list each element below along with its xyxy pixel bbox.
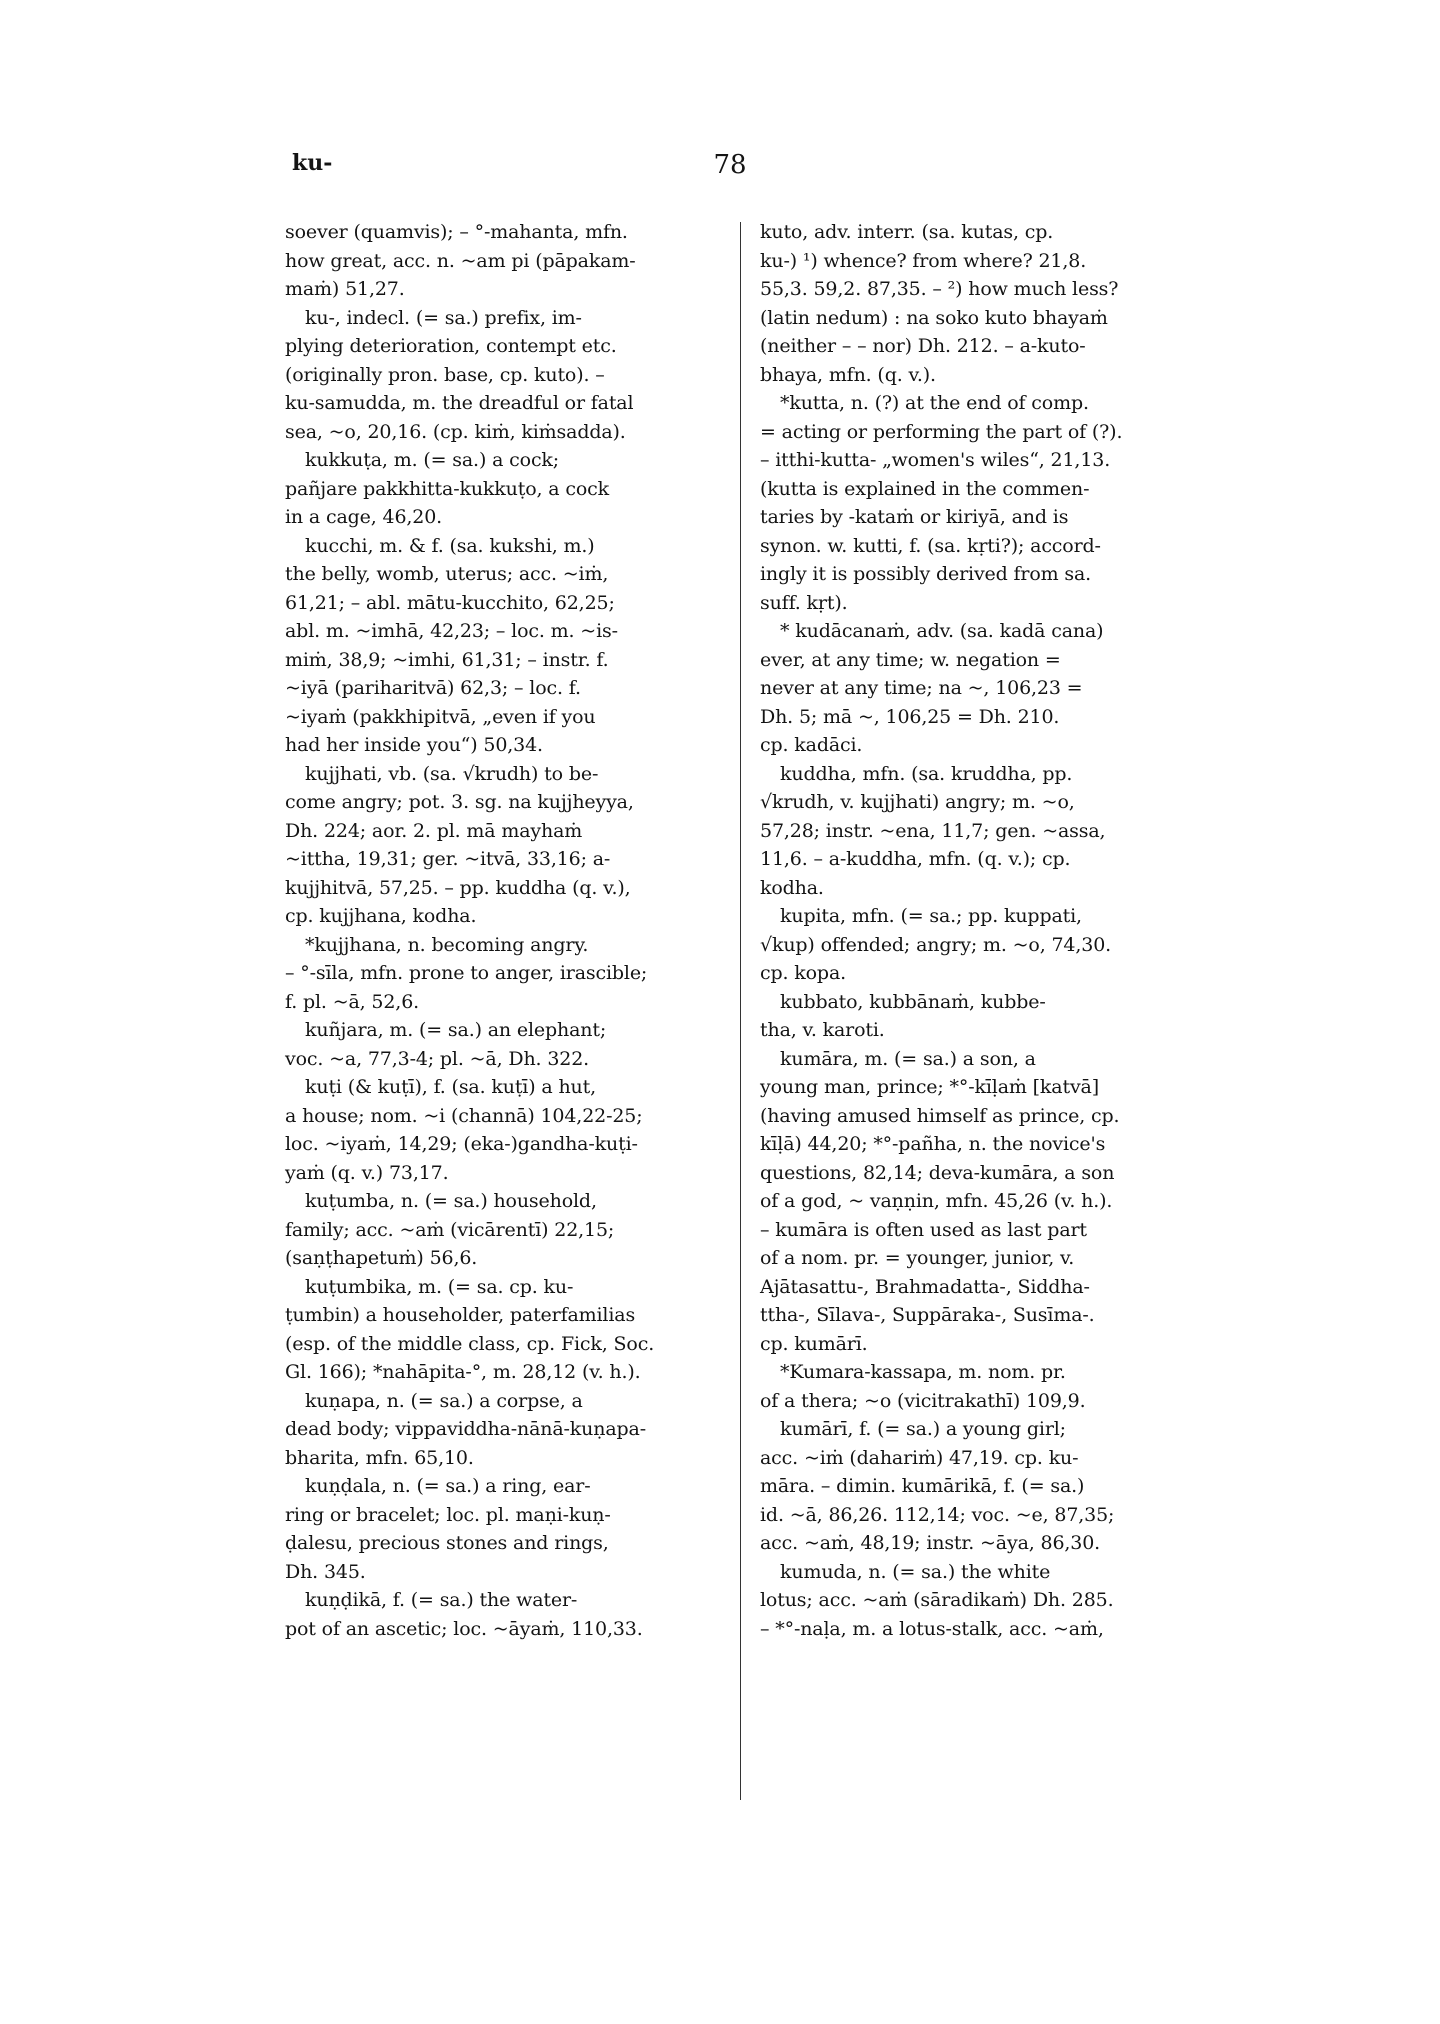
dictionary-line: a house; nom. ~i (channā) 104,22-25; [285,1104,643,1127]
dictionary-line: Dh. 224; aor. 2. pl. mā mayhaṁ [285,819,583,842]
dictionary-line: kuddha, mfn. (sa. kruddha, pp. [780,762,1073,785]
dictionary-line: family; acc. ~aṁ (vicārentī) 22,15; [285,1218,615,1241]
dictionary-line: ~ittha, 19,31; ger. ~itvā, 33,16; a- [285,848,611,870]
dictionary-line: *kujjhana, n. becoming angry. [305,933,589,956]
dictionary-line: kumāra, m. (= sa.) a son, a [780,1047,1036,1070]
dictionary-line: of a thera; ~o (vicitrakathī) 109,9. [760,1389,1086,1412]
dictionary-line: pañjare pakkhitta-kukkuṭo, a cock [285,477,609,500]
dictionary-line: come angry; pot. 3. sg. na kujjheyya, [285,791,634,813]
dictionary-line: had her inside you“) 50,34. [285,734,543,756]
dictionary-line: bhaya, mfn. (q. v.). [760,363,936,386]
dictionary-line: kuṇḍala, n. (= sa.) a ring, ear- [305,1475,591,1497]
dictionary-line: kujjhitvā, 57,25. – pp. kuddha (q. v.), [285,876,631,899]
dictionary-line: – itthi-kutta- „women's wiles“, 21,13. [760,449,1111,471]
dictionary-line: (saṇṭhapetuṁ) 56,6. [285,1247,478,1269]
dictionary-line: 11,6. – a-kuddha, mfn. (q. v.); cp. [760,848,1071,870]
dictionary-line: kodha. [760,876,824,899]
dictionary-line: bharita, mfn. 65,10. [285,1446,474,1469]
dictionary-line: kīḷā) 44,20; *°-pañha, n. the novice's [760,1133,1106,1155]
dictionary-line: (having amused himself as prince, cp. [760,1104,1120,1127]
dictionary-line: young man, prince; *°-kīḷaṁ [katvā] [760,1076,1099,1098]
dictionary-line: soever (quamvis); – °-mahanta, mfn. [285,221,628,243]
dictionary-line: (kutta is explained in the commen- [760,477,1090,500]
dictionary-line: – kumāra is often used as last part [760,1218,1087,1241]
dictionary-line: kuṭi (& kuṭī), f. (sa. kuṭī) a hut, [305,1076,597,1098]
dictionary-line: ku-samudda, m. the dreadful or fatal [285,392,634,414]
dictionary-line: ku-) ¹) whence? from where? 21,8. [760,249,1087,272]
dictionary-line: Dh. 345. [285,1560,366,1583]
dictionary-line: cp. kadāci. [760,734,863,756]
dictionary-line: ḍalesu, precious stones and rings, [285,1532,609,1554]
dictionary-line: = acting or performing the part of (?). [760,420,1123,443]
dictionary-line: kuṭumbika, m. (= sa. cp. ku- [305,1275,574,1298]
dictionary-line: of a nom. pr. = younger, junior, v. [760,1247,1075,1269]
dictionary-line: kuṇapa, n. (= sa.) a corpse, a [305,1389,583,1412]
dictionary-line: how great, acc. n. ~am pi (pāpakam- [285,249,636,272]
dictionary-line: tha, v. karoti. [760,1019,885,1041]
column-divider [740,222,741,1800]
dictionary-line: *kutta, n. (?) at the end of comp. [780,392,1089,414]
dictionary-line: acc. ~iṁ (dahariṁ) 47,19. cp. ku- [760,1446,1079,1469]
dictionary-line: 55,3. 59,2. 87,35. – ²) how much less? [760,278,1119,300]
dictionary-line: kucchi, m. & f. (sa. kukshi, m.) [305,534,595,557]
dictionary-line: of a god, ~ vaṇṇin, mfn. 45,26 (v. h.). [760,1190,1113,1212]
page-number: 78 [713,150,747,180]
dictionary-line: kuñjara, m. (= sa.) an elephant; [305,1019,607,1041]
dictionary-line: acc. ~aṁ, 48,19; instr. ~āya, 86,30. [760,1532,1101,1554]
dictionary-line: plying deterioration, contempt etc. [285,335,617,357]
dictionary-line: Ajātasattu-, Brahmadatta-, Siddha- [760,1275,1090,1298]
dictionary-line: (esp. of the middle class, cp. Fick, Soc. [285,1332,655,1355]
running-head: ku- [292,150,333,176]
dictionary-line: kuṇḍikā, f. (= sa.) the water- [305,1589,578,1611]
dictionary-line: f. pl. ~ā, 52,6. [285,990,420,1013]
dictionary-line: (neither – – nor) Dh. 212. – a-kuto- [760,335,1086,357]
dictionary-line: dead body; vippaviddha-nānā-kuṇapa- [285,1418,646,1440]
dictionary-line: kukkuṭa, m. (= sa.) a cock; [305,449,560,471]
dictionary-line: never at any time; na ~, 106,23 = [760,677,1083,699]
dictionary-line: 57,28; instr. ~ena, 11,7; gen. ~assa, [760,819,1106,842]
dictionary-line: id. ~ā, 86,26. 112,14; voc. ~e, 87,35; [760,1503,1115,1526]
dictionary-line: √kup) offended; angry; m. ~o, 74,30. [760,933,1112,956]
page-header [0,150,1440,190]
dictionary-line: yaṁ (q. v.) 73,17. [285,1161,449,1184]
dictionary-line: synon. w. kutti, f. (sa. kṛti?); accord- [760,534,1101,557]
dictionary-line: cp. kujjhana, kodha. [285,905,477,927]
dictionary-line: ever, at any time; w. negation = [760,648,1061,671]
dictionary-line: kumārī, f. (= sa.) a young girl; [780,1418,1066,1440]
dictionary-line: pot of an ascetic; loc. ~āyaṁ, 110,33. [285,1617,643,1640]
dictionary-line: – *°-naḷa, m. a lotus-stalk, acc. ~aṁ, [760,1617,1104,1640]
dictionary-line: ttha-, Sīlava-, Suppāraka-, Susīma-. [760,1304,1095,1326]
dictionary-line: (latin nedum) : na soko kuto bhayaṁ [760,306,1108,329]
dictionary-line: – °-sīla, mfn. prone to anger, irascible; [285,962,648,984]
dictionary-line: kuṭumba, n. (= sa.) household, [305,1190,597,1212]
dictionary-line: cp. kumārī. [760,1332,868,1355]
dictionary-line: questions, 82,14; deva-kumāra, a son [760,1161,1115,1184]
right-column [760,218,1235,1643]
dictionary-line: *Kumara-kassapa, m. nom. pr. [780,1361,1066,1383]
left-column [285,218,760,1643]
dictionary-line: lotus; acc. ~aṁ (sāradikaṁ) Dh. 285. [760,1589,1114,1611]
dictionary-line: ku-, indecl. (= sa.) prefix, im- [305,306,582,329]
dictionary-line: √krudh, v. kujjhati) angry; m. ~o, [760,791,1075,813]
dictionary-line: Dh. 5; mā ~, 106,25 = Dh. 210. [760,705,1060,728]
dictionary-line: maṁ) 51,27. [285,278,405,300]
dictionary-line: kumuda, n. (= sa.) the white [780,1560,1051,1583]
dictionary-line: Gl. 166); *nahāpita-°, m. 28,12 (v. h.). [285,1361,641,1383]
dictionary-line: ~iyā (pariharitvā) 62,3; – loc. f. [285,677,581,699]
dictionary-line: ingly it is possibly derived from sa. [760,563,1092,585]
dictionary-line: * kudācanaṁ, adv. (sa. kadā cana) [780,620,1104,642]
dictionary-line: kuto, adv. interr. (sa. kutas, cp. [760,221,1054,243]
dictionary-line: loc. ~iyaṁ, 14,29; (eka-)gandha-kuṭi- [285,1133,638,1155]
dictionary-line: sea, ~o, 20,16. (cp. kiṁ, kiṁsadda). [285,420,626,443]
dictionary-line: 61,21; – abl. mātu-kucchito, 62,25; [285,591,615,614]
dictionary-line: kujjhati, vb. (sa. √krudh) to be- [305,762,599,785]
dictionary-line: in a cage, 46,20. [285,506,443,528]
dictionary-line: ṭumbin) a householder, paterfamilias [285,1304,636,1326]
dictionary-line: ~iyaṁ (pakkhipitvā, „even if you [285,705,596,728]
dictionary-line: abl. m. ~imhā, 42,23; – loc. m. ~is- [285,620,618,642]
dictionary-line: taries by -kataṁ or kiriyā, and is [760,506,1069,528]
dictionary-line: miṁ, 38,9; ~imhi, 61,31; – instr. f. [285,648,609,671]
dictionary-line: kupita, mfn. (= sa.; pp. kuppati, [780,905,1082,927]
dictionary-line: (originally pron. base, cp. kuto). – [285,363,605,386]
dictionary-line: voc. ~a, 77,3-4; pl. ~ā, Dh. 322. [285,1047,590,1070]
dictionary-line: cp. kopa. [760,962,847,984]
dictionary-line: the belly, womb, uterus; acc. ~iṁ, [285,563,609,585]
dictionary-line: suff. kṛt). [760,591,848,614]
dictionary-line: māra. – dimin. kumārikā, f. (= sa.) [760,1475,1085,1497]
dictionary-line: kubbato, kubbānaṁ, kubbe- [780,990,1046,1013]
dictionary-line: ring or bracelet; loc. pl. maṇi-kuṇ- [285,1503,611,1526]
